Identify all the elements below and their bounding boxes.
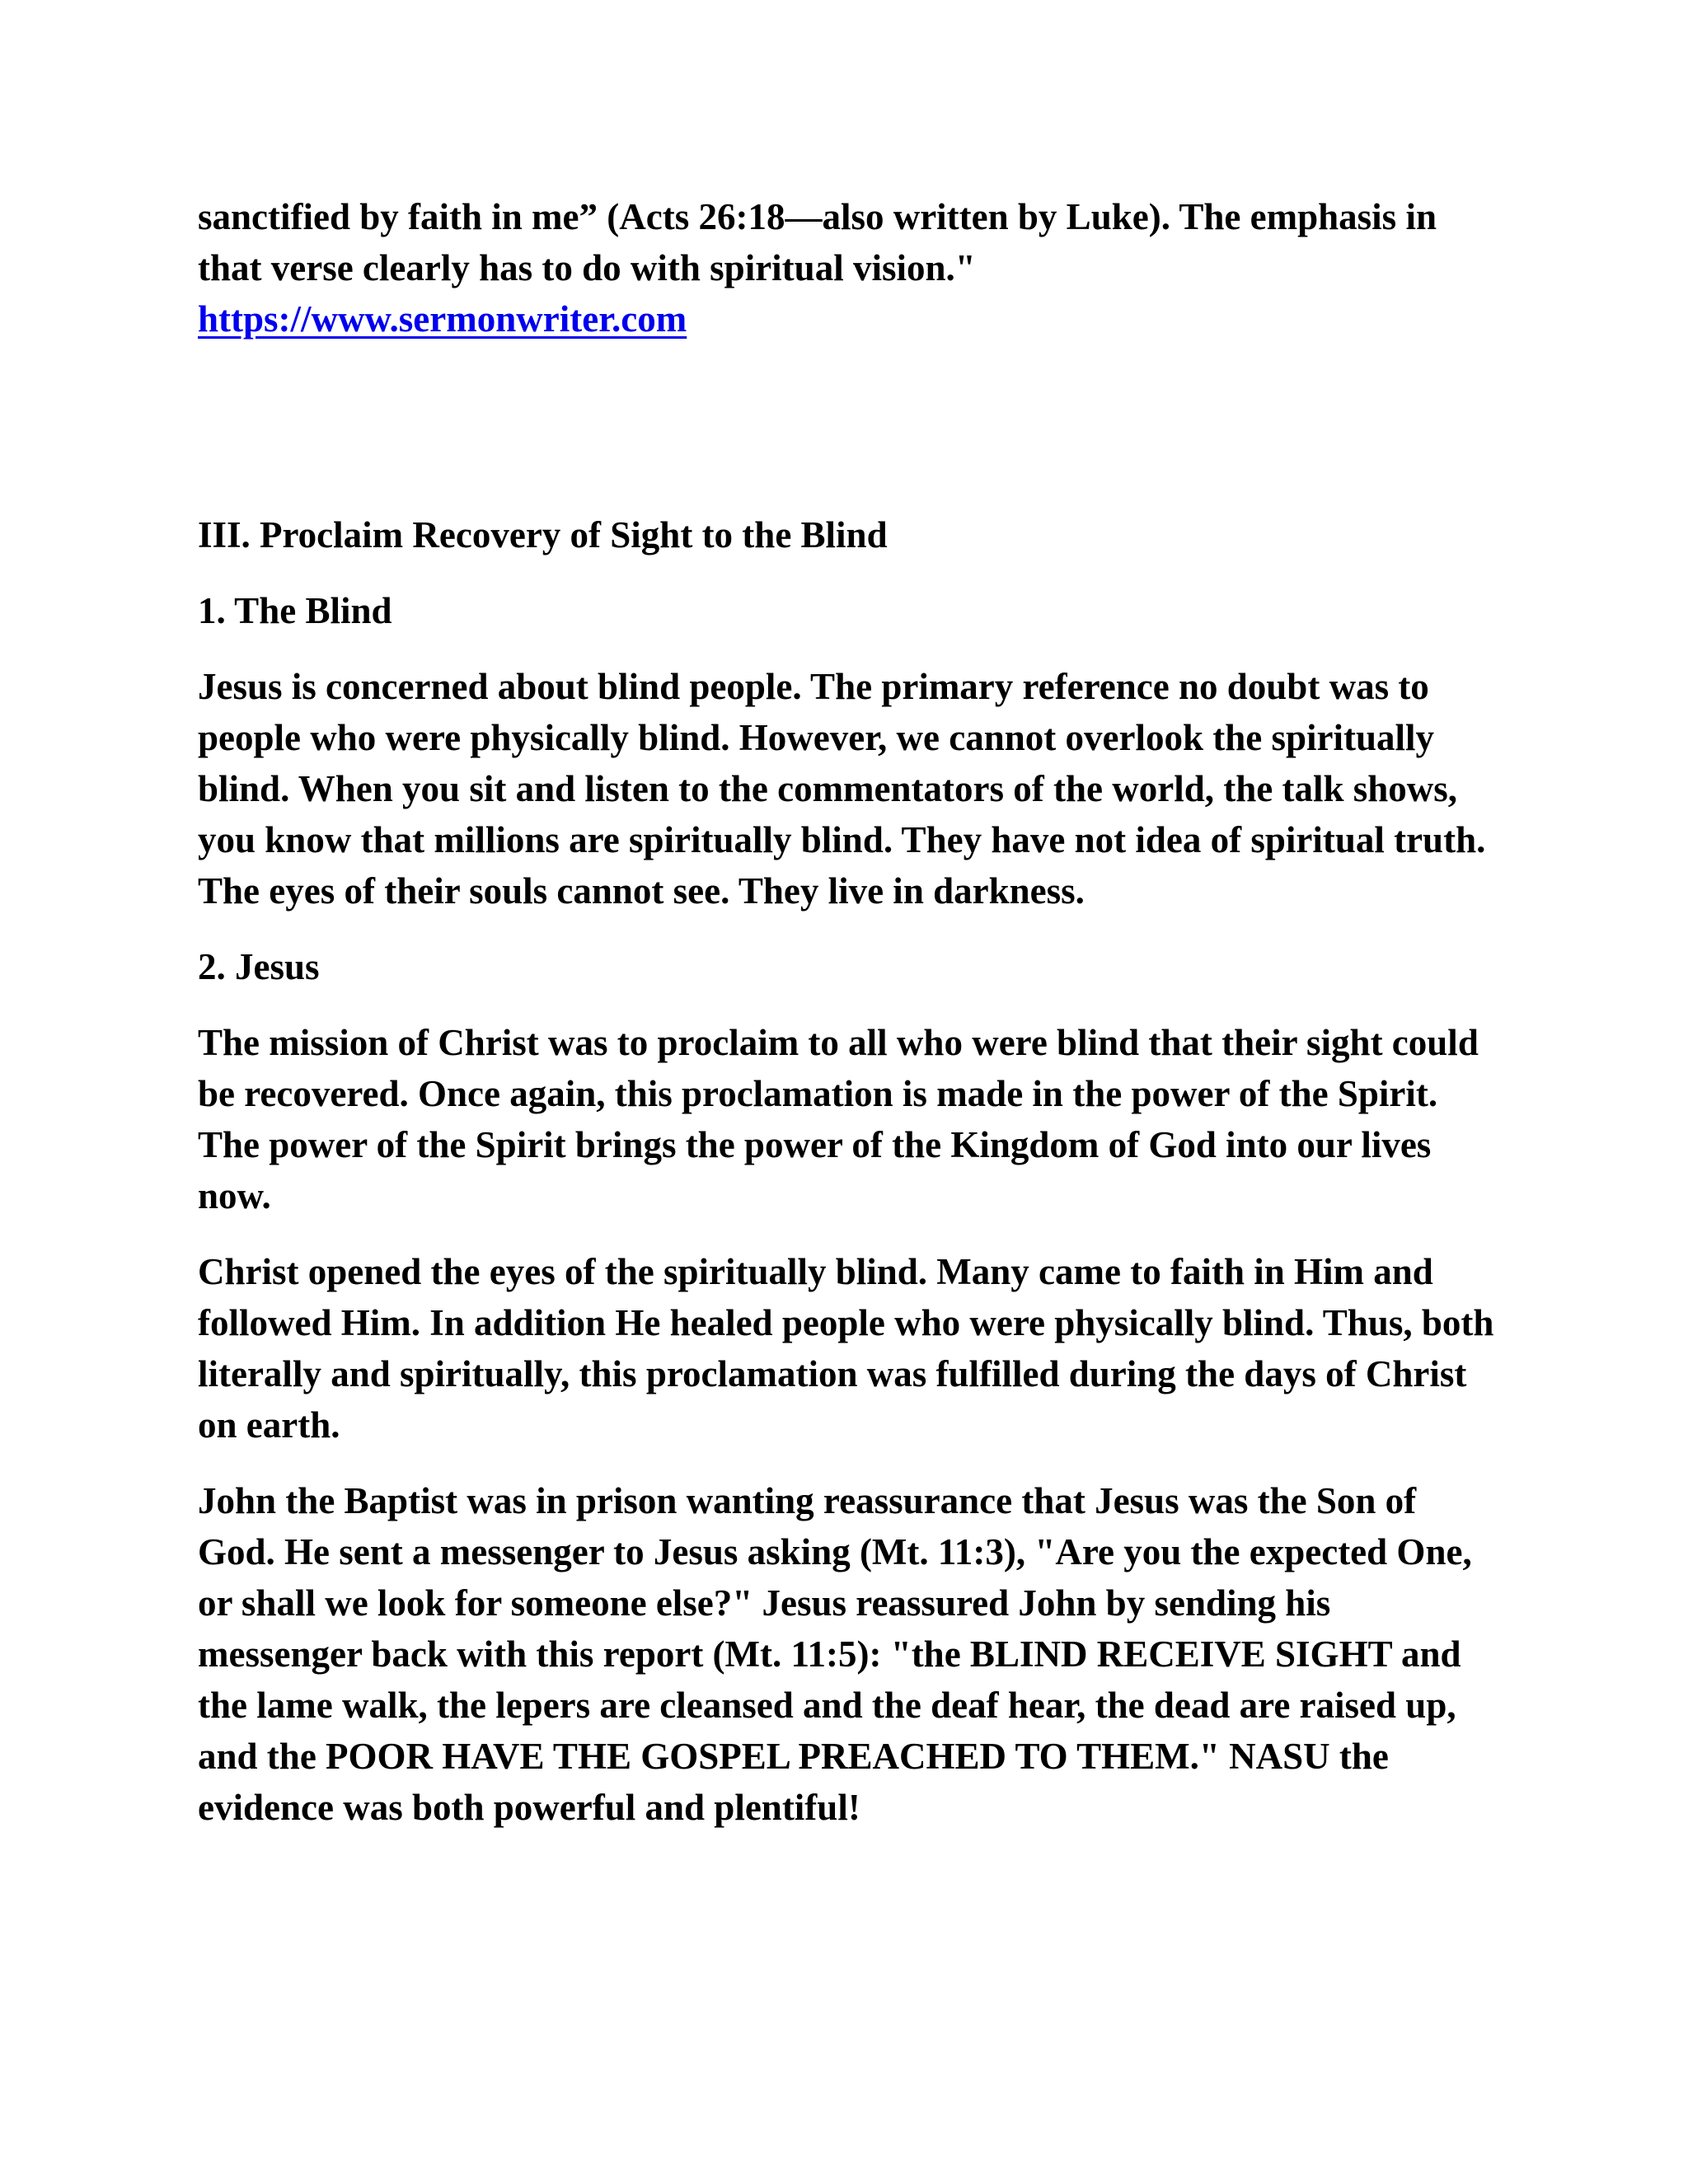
intro-line-1: sanctified by faith in me” (Acts 26:18—also written by Luke). The emphasis in (198, 196, 1437, 237)
subheading-jesus: 2. Jesus (198, 946, 320, 987)
subheading-the-blind: 1. The Blind (198, 590, 392, 631)
intro-line-2: that verse clearly has to do with spiritual vision." (198, 247, 976, 288)
paragraph-mission: The mission of Christ was to proclaim to all who were blind that their sight could be recovered. Once again, this proclamation is made in the power of the Spirit. The power of the Spirit brings the power of the Kingdom of God into our lives now. (198, 1022, 1479, 1216)
document-body (198, 191, 1500, 1833)
intro-link-line (198, 293, 1500, 344)
paragraph-opened-eyes: Christ opened the eyes of the spiritually blind. Many came to faith in Him and followed Him. In addition He healed people who were physically blind. Thus, both literally and spiritually, this proclamation was fulfilled during the days of Christ on earth. (198, 1251, 1494, 1446)
spacer (198, 344, 1500, 509)
section-heading: III. Proclaim Recovery of Sight to the Blind (198, 514, 888, 555)
sermonwriter-link[interactable]: https://www.sermonwriter.com (198, 298, 687, 340)
paragraph-the-blind: Jesus is concerned about blind people. The primary reference no doubt was to people who were physically blind. However, we cannot overlook the spiritually blind. When you sit and listen to the commentators of the world, the talk shows, you know that millions are spiritually blind. They have not idea of spiritual truth. The eyes of their souls cannot see. They live in darkness. (198, 666, 1486, 912)
paragraph-john-baptist: John the Baptist was in prison wanting reassurance that Jesus was the Son of God. He sent a messenger to Jesus asking (Mt. 11:3), "Are you the expected One, or shall we look for someone else?" Jesus reassured John by sending his messenger back with this report (Mt. 11:5): "the BLIND RECEIVE SIGHT and the lame walk, the lepers are cleansed and the deaf hear, the dead are raised up, and the POOR HAVE THE GOSPEL PREACHED TO THEM." NASU the evidence was both powerful and plentiful! (198, 1480, 1472, 1828)
